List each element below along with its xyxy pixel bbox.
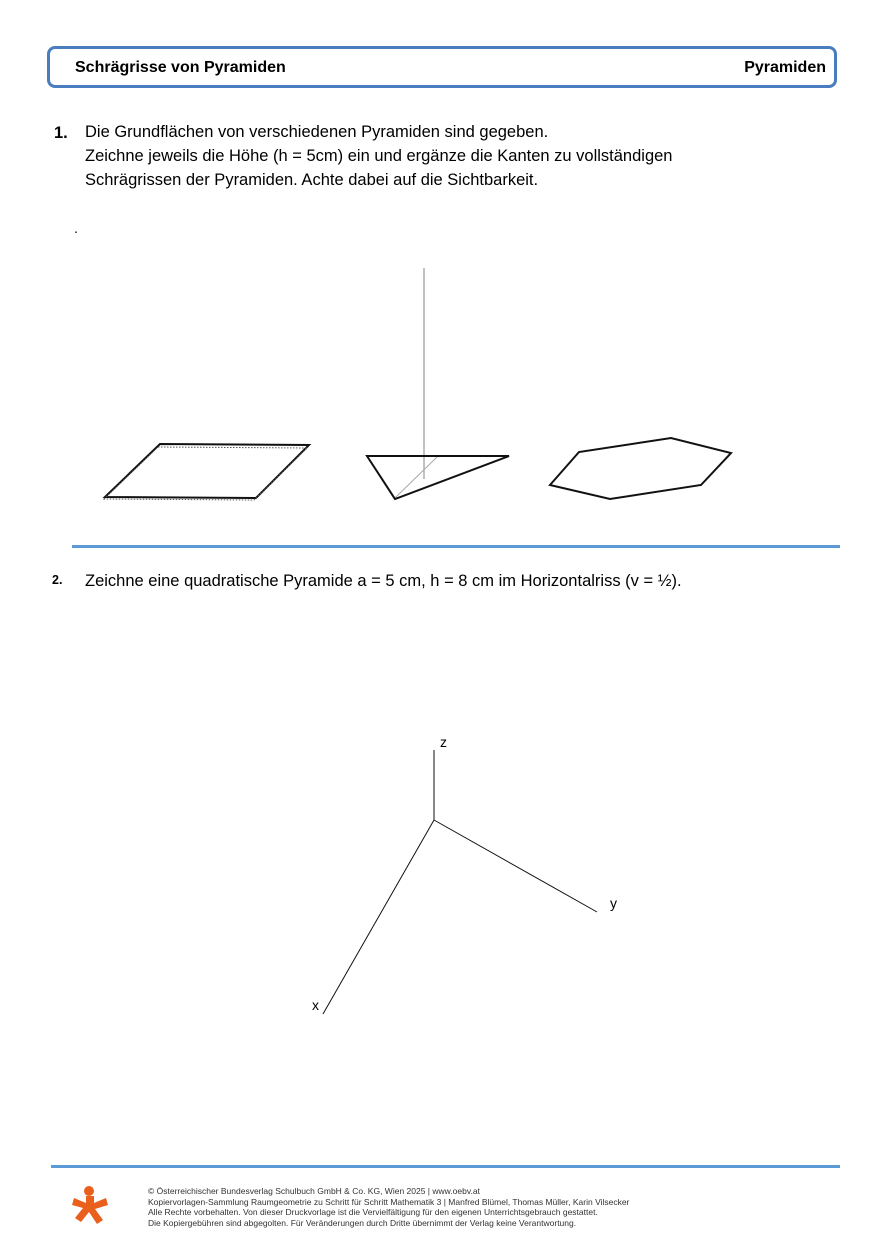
axis-system (323, 750, 597, 1014)
task1-line: Zeichne jeweils die Höhe (h = 5cm) ein und ergänze die Kanten zu vollständigen (85, 147, 673, 165)
footer-copyright (148, 1186, 629, 1228)
x-axis-label: x (312, 997, 319, 1013)
worksheet-topic: Pyramiden (744, 59, 826, 76)
z-axis-label: z (440, 734, 447, 750)
footer-line: Alle Rechte vorbehalten. Von dieser Druckvorlage ist die Vervielfältigung für den eigenen Unterrichtsgebrauch gestattet. (148, 1207, 598, 1217)
parallelogram-base (104, 444, 309, 500)
x-axis (323, 820, 434, 1014)
task2-number: 2. (52, 573, 63, 587)
dot-mark: . (74, 220, 78, 236)
footer-line: Kopiervorlagen-Sammlung Raumgeometrie zu Schritt für Schritt Mathematik 3 | Manfred Blümel, Thomas Müller, Karin Vilsecker (148, 1196, 630, 1207)
publisher-logo (72, 1186, 108, 1224)
task1-line: Die Grundflächen von verschiedenen Pyramiden sind gegeben. (85, 123, 549, 141)
task2-text: Zeichne eine quadratische Pyramide a = 5 cm, h = 8 cm im Horizontalriss (v = ½). (85, 572, 682, 590)
task1-number: 1. (54, 124, 68, 142)
section-divider (72, 545, 840, 548)
worksheet-title: Schrägrisse von Pyramiden (75, 59, 286, 76)
y-axis (434, 820, 597, 912)
y-axis-label: y (610, 895, 617, 911)
footer-line: © Österreichischer Bundesverlag Schulbuch GmbH & Co. KG, Wien 2025 | www.oebv.at (148, 1186, 480, 1196)
triangle-base (367, 268, 509, 499)
footer-divider (51, 1165, 840, 1168)
hexagon-base (550, 438, 731, 499)
footer-line: Die Kopiergebühren sind abgegolten. Für Veränderungen durch Dritte übernimmt der Verlag keine Verantwortung. (148, 1217, 577, 1228)
task1-line: Schrägrissen der Pyramiden. Achte dabei auf die Sichtbarkeit. (85, 171, 539, 189)
